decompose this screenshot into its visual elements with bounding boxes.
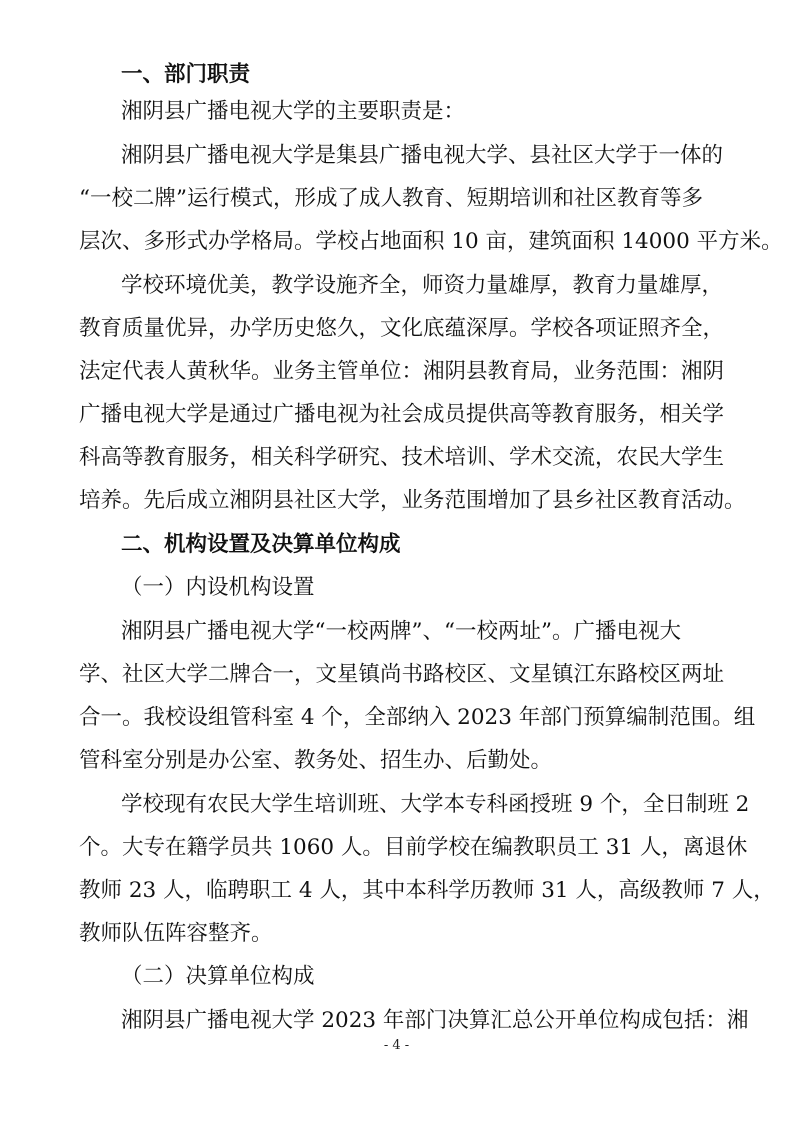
paragraph-line: 个。大专在籍学员共 1060 人。目前学校在编教职员工 31 人，离退休 (79, 835, 748, 860)
paragraph-line: 学校环境优美，教学设施齐全，师资力量雄厚，教育力量雄厚， (121, 273, 724, 298)
section-heading-structure: 二、机构设置及决算单位构成 (121, 532, 401, 557)
paragraph-line: 科高等教育服务，相关科学研究、技术培训、学术交流，农民大学生 (79, 445, 725, 470)
paragraph-line: 湘阴县广播电视大学 2023 年部门决算汇总公开单位构成包括：湘 (121, 1008, 749, 1033)
page-number: - 4 - (383, 1038, 410, 1053)
duties-intro: 湘阴县广播电视大学的主要职责是： (121, 99, 466, 124)
paragraph-line: 管科室分别是办公室、教务处、招生办、后勤处。 (79, 748, 553, 773)
paragraph-line: 教育质量优异，办学历史悠久，文化底蕴深厚。学校各项证照齐全， (79, 316, 725, 341)
paragraph-line: 层次、多形式办学格局。学校占地面积 10 亩，建筑面积 14000 平方米。 (79, 229, 783, 254)
subsection-heading-units: （二）决算单位构成 (121, 964, 315, 989)
paragraph-line: 湘阴县广播电视大学是集县广播电视大学、县社区大学于一体的 (121, 143, 724, 168)
paragraph-line: 培养。先后成立湘阴县社区大学，业务范围增加了县乡社区教育活动。 (79, 488, 746, 513)
paragraph-line: “一校二牌”运行模式，形成了成人教育、短期培训和社区教育等多 (79, 186, 703, 211)
paragraph-line: 广播电视大学是通过广播电视为社会成员提供高等教育服务，相关学 (79, 402, 725, 427)
subsection-heading-internal: （一）内设机构设置 (121, 575, 315, 600)
paragraph-line: 学、社区大学二牌合一，文星镇尚书路校区、文星镇江东路校区两址 (79, 662, 725, 687)
paragraph-line: 教师 23 人，临聘职工 4 人，其中本科学历教师 31 人，高级教师 7 人， (79, 878, 775, 903)
section-heading-duties: 一、部门职责 (121, 62, 251, 87)
paragraph-line: 湘阴县广播电视大学“一校两牌”、“一校两址”。广播电视大 (121, 619, 681, 644)
paragraph-line: 法定代表人黄秋华。业务主管单位：湘阴县教育局，业务范围：湘阴 (79, 359, 725, 384)
paragraph-line: 合一。我校设组管科室 4 个，全部纳入 2023 年部门预算编制范围。组 (79, 705, 756, 730)
paragraph-line: 学校现有农民大学生培训班、大学本专科函授班 9 个，全日制班 2 (121, 792, 750, 817)
paragraph-line: 教师队伍阵容整齐。 (79, 921, 273, 946)
